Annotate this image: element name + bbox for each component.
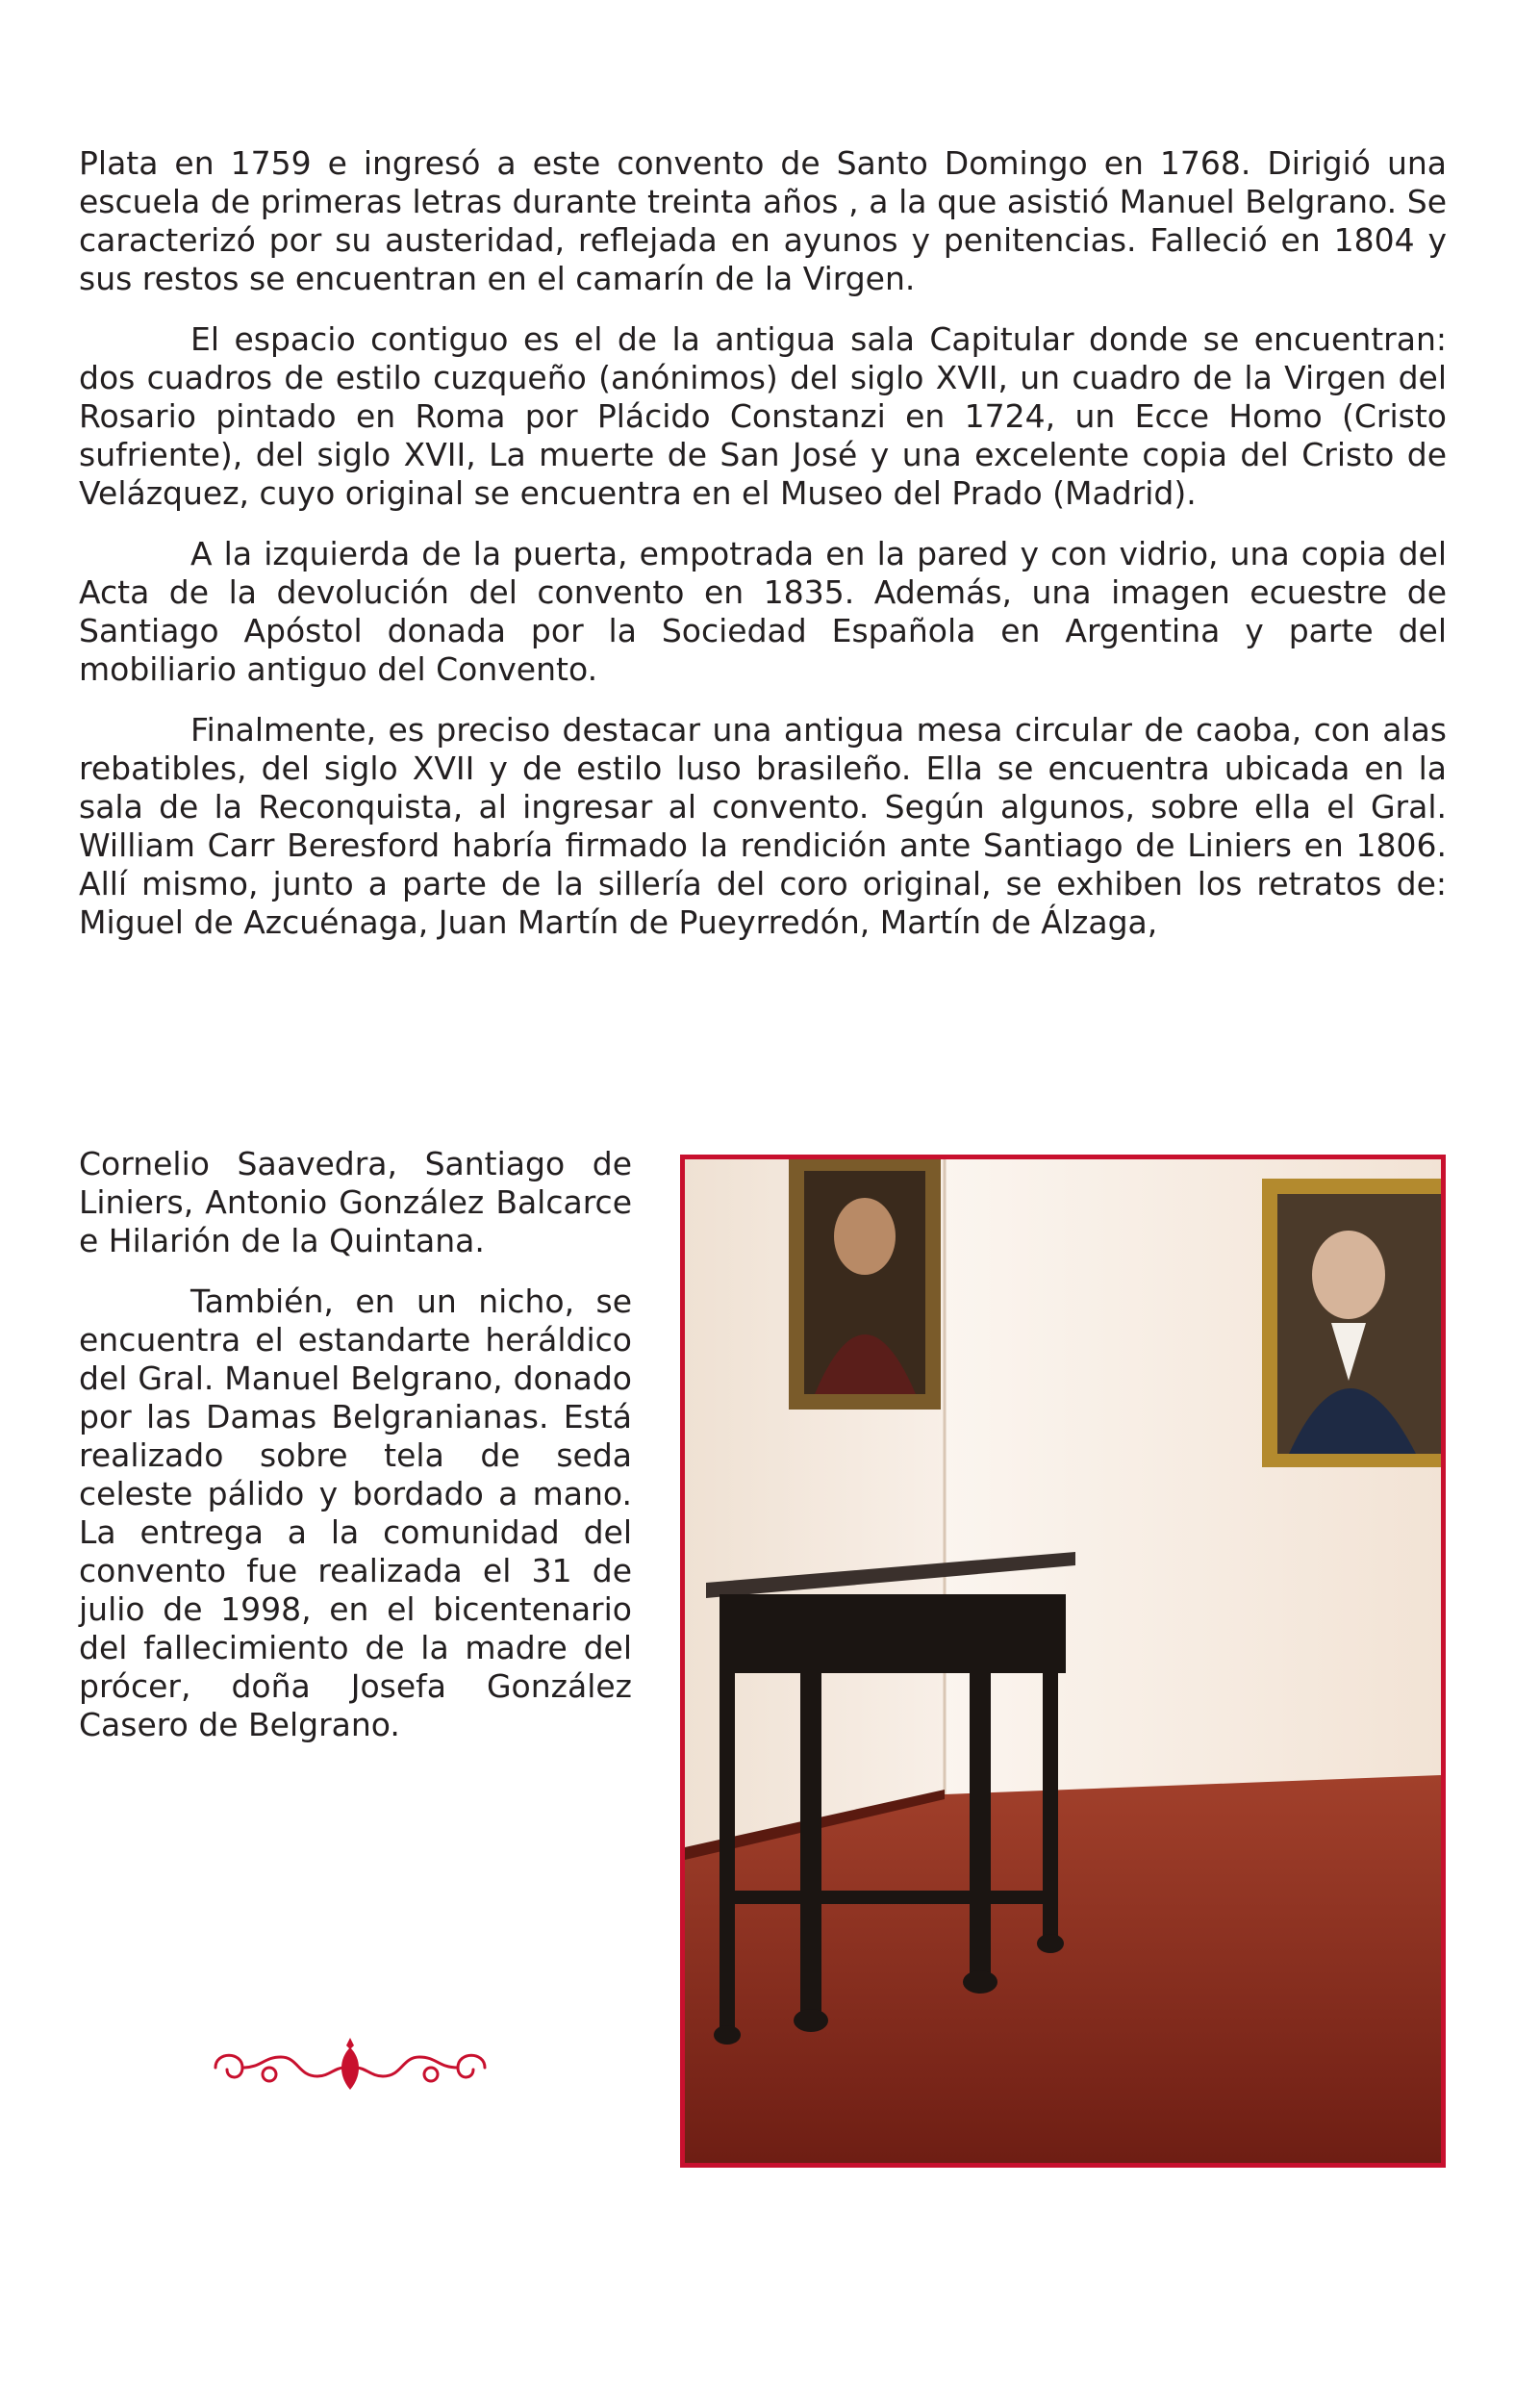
scroll-flourish-ornament-icon — [210, 2038, 491, 2097]
antique-table-photo — [680, 1155, 1446, 2168]
paragraph-2: El espacio contiguo es el de la antigua sala Capitular donde se encuentran: dos cuadros de estilo cuzqueño (anónimos) del siglo XVII, un cuadro de la Virgen del Rosario pintado en Roma por Plácido Constanzi en 1724, un Ecce Homo (Cristo sufriente), del siglo XVII, La muerte de San José y una excelente copia del Cristo de Velázquez, cuyo original se encuentra en el Museo del Prado (Madrid). — [79, 320, 1447, 512]
photo-illustration — [685, 1159, 1441, 2163]
body-text-top — [79, 144, 1447, 964]
paragraph-5: Cornelio Saavedra, Santiago de Liniers, Antonio González Balcarce e Hilarión de la Quintana. — [79, 1145, 632, 1259]
paragraph-6: También, en un nicho, se encuentra el estandarte heráldico del Gral. Manuel Belgrano, donado por las Damas Belgranianas. Está realizado sobre tela de seda celeste pálido y bordado a mano. La entrega a la comunidad del convento fue realizada el 31 de julio de 1998, en el bicentenario del fallecimiento de la madre del prócer, doña Josefa González Casero de Belgrano. — [79, 1283, 632, 1743]
body-text-left-column — [79, 1145, 632, 1766]
portrait-painting-left — [789, 1159, 941, 1410]
paragraph-1: Plata en 1759 e ingresó a este convento de Santo Domingo en 1768. Dirigió una escuela de primeras letras durante treinta años , a la que asistió Manuel Belgrano. Se caracterizó por su austeridad, reflejada en ayunos y penitencias. Falleció en 1804 y sus restos se encuentran en el camarín de la Virgen. — [79, 144, 1447, 297]
paragraph-4: Finalmente, es preciso destacar una antigua mesa circular de caoba, con alas rebatibles, del siglo XVII y de estilo luso brasileño. Ella se encuentra ubicada en la sala de la Reconquista, al ingresar al convento. Según algunos, sobre ella el Gral. William Carr Beresford habría firmado la rendición ante Santiago de Liniers en 1806. Allí mismo, junto a parte de la sillería del coro original, se exhiben los retratos de: Miguel de Azcuénaga, Juan Martín de Pueyrredón, Martín de Álzaga, — [79, 711, 1447, 941]
portrait-painting-right — [1262, 1179, 1441, 1467]
paragraph-3: A la izquierda de la puerta, empotrada en la pared y con vidrio, una copia del Acta de la devolución del convento en 1835. Además, una imagen ecuestre de Santiago Apóstol donada por la Sociedad Española en Argentina y parte del mobiliario antiguo del Convento. — [79, 535, 1447, 688]
